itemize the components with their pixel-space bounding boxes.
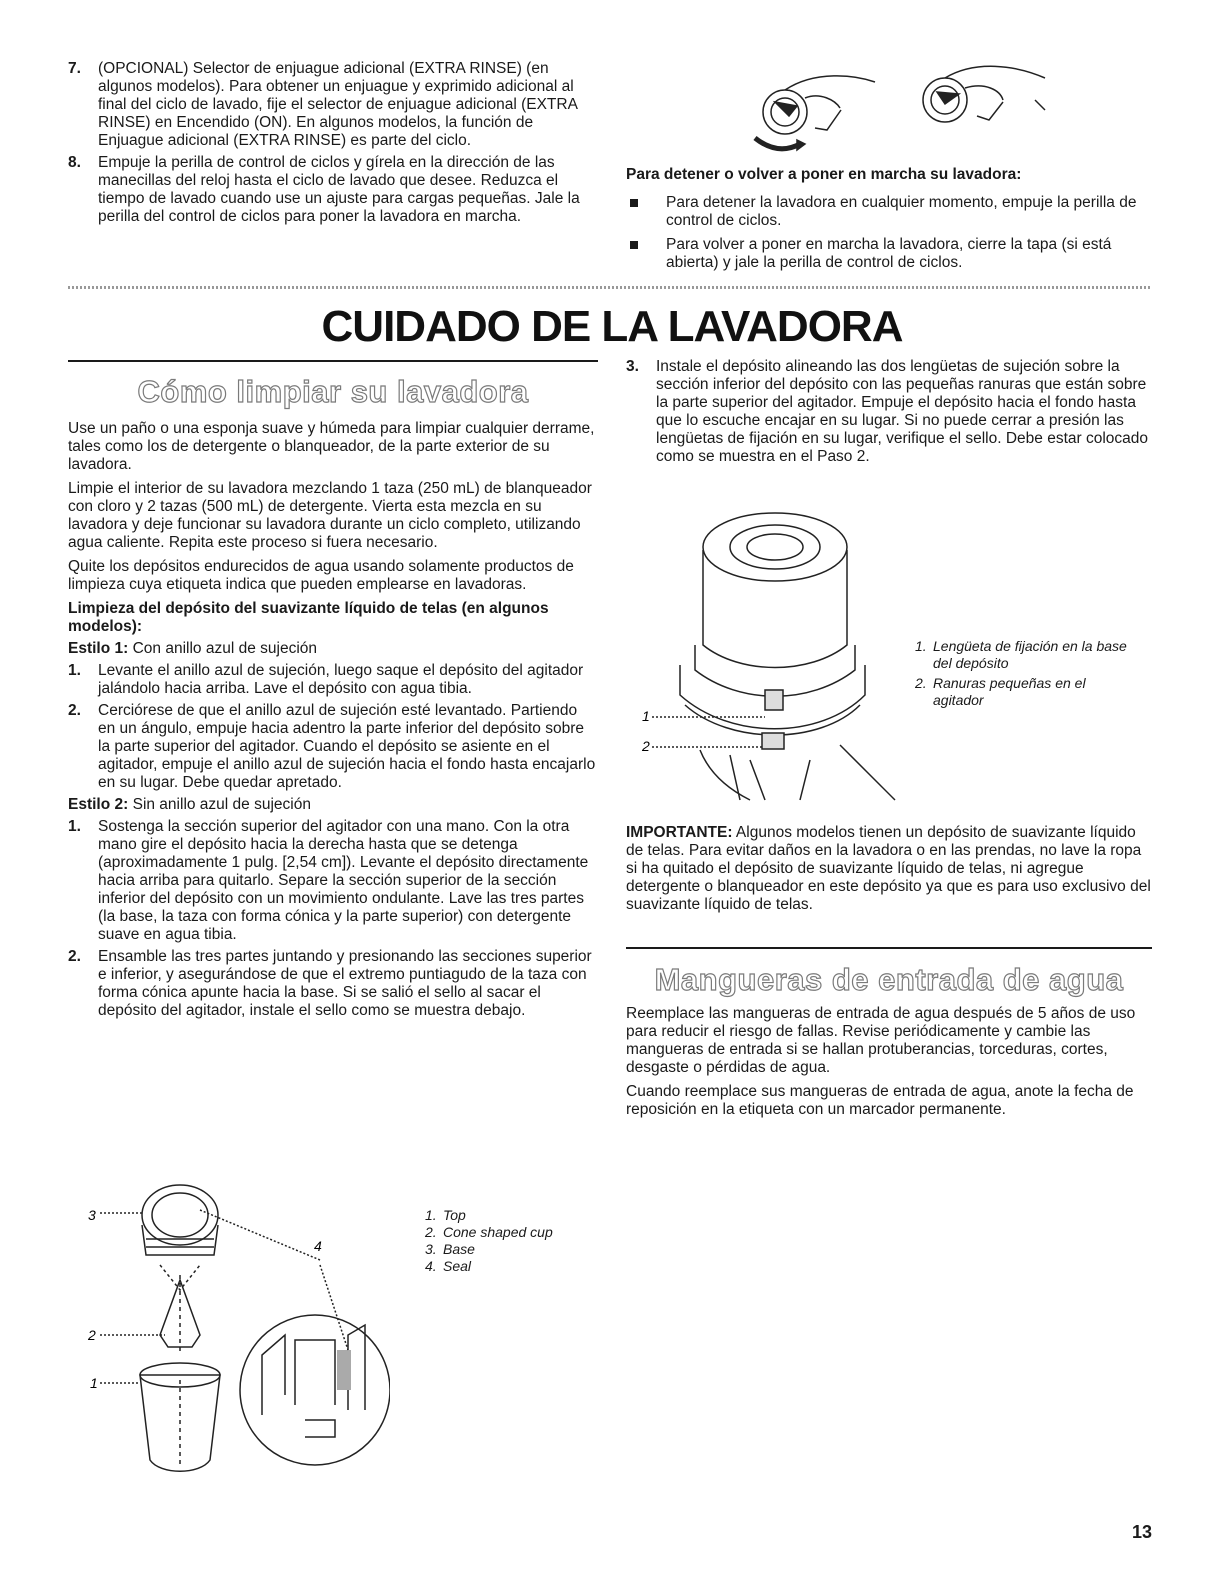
cleaning-p3: Quite los depósitos endurecidos de agua usando solamente productos de limpieza cuya etiqueta indica que pueden emplearse en lavadoras. xyxy=(68,558,574,593)
cleaning-section xyxy=(68,420,598,1024)
stop-heading: Para detener o volver a poner en marcha su lavadora: xyxy=(626,166,1022,183)
cleaning-p2: Limpie el interior de su lavadora mezclando 1 taza (250 mL) de blanqueador con cloro y 2 tazas (500 mL) de detergente. Vierta esta mezcla en su lavadora y deje funcionar su lavadora durante un ciclo completo, utilizando agua caliente. Repita este proceso si fuera necesario. xyxy=(68,480,592,551)
right-rule xyxy=(626,947,1152,949)
important-note xyxy=(626,824,1151,920)
style1-step-2: 2. Cerciórese de que el anillo azul de sujeción esté levantado. Partiendo en un ángulo, empuje hacia adentro la parte inferior del depósito sobre la parte superior del agitador. Cuando el depósito se asiente en el agitador, empuje el anillo azul de sujeción hacia el fondo hasta encajarlo en su lugar. Debe quedar apretado. xyxy=(68,702,596,791)
restart-bullet: Para volver a poner en marcha la lavadora, cierre la tapa (si está abierta) y jale la perilla de control de ciclos. xyxy=(626,236,1146,272)
style1-step-1: 1. Levante el anillo azul de sujeción, luego saque el depósito del agitador jalándolo hacia arriba. Lave el depósito con agua tibia. xyxy=(68,662,584,697)
install-step-3: 3. Instale el depósito alineando las dos lengüetas de sujeción sobre la sección inferior del depósito con las pequeñas ranuras que están sobre la parte superior del agitador. Empuje el depósito hacia el fondo hasta que lo escuche encajar en su lugar. Si no puede cerrar a presión las lengüetas de fijación en su lugar, verifique el sello. Debe estar colocado como se muestra en el Paso 2. xyxy=(626,358,1149,465)
stop-bullet: Para detener la lavadora en cualquier momento, empuje la perilla de control de ciclos. xyxy=(626,194,1146,230)
hoses-p2: Cuando reemplace sus mangueras de entrada de agua, anote la fecha de reposición en la etiqueta con un marcador permanente. xyxy=(626,1083,1134,1118)
callout-3: 3 xyxy=(88,1207,96,1223)
step-8: 8. Empuje la perilla de control de ciclos y gírela en la dirección de las manecillas del reloj hasta el ciclo de lavado que desee. Reduzca el tiempo de lavado cuando use un ajuste para cargas pequeñas. Jale la perilla del control de ciclos para poner la lavadora en marcha. xyxy=(68,154,580,225)
hoses-p1: Reemplace las mangueras de entrada de agua después de 5 años de uso para reducir el riesgo de fallas. Revise periódicamente y cambie las mangueras de entrada si se hallan protuberancias, torceduras, cortes, desgaste o pérdidas de agua. xyxy=(626,1005,1136,1076)
callout-1: 1 xyxy=(642,708,650,724)
hoses-title: Mangueras de entrada de agua xyxy=(654,962,1124,997)
caption-item: 2. Ranuras pequeñas en el agitador xyxy=(915,675,1086,708)
important-text: Algunos modelos tienen un depósito de suavizante líquido de telas. Para evitar daños en la lavadora o en las prendas, no lave la ropa si ha quitado el depósito de suavizante líquido de telas, ni agregue detergente o blanqueador en este depósito ya que es para uso exclusivo del suavizante líquido de telas. xyxy=(626,824,1151,913)
stop-restart-block xyxy=(626,166,1146,278)
parts-caption xyxy=(425,1207,605,1275)
cleaning-p1: Use un paño o una esponja suave y húmeda para limpiar cualquier derrame, tales como los de detergente o blanqueador, de la parte exterior de su lavadora. xyxy=(68,420,595,473)
pull-knob-icon xyxy=(923,66,1045,122)
hoses-section xyxy=(626,1005,1151,1125)
dispenser-parts-figure xyxy=(80,1175,390,1495)
caption-item: 2. Cone shaped cup xyxy=(425,1224,553,1240)
step-3-block xyxy=(626,358,1151,470)
install-caption xyxy=(915,638,1135,709)
style2-line: Estilo 2: Sin anillo azul de sujeción xyxy=(68,796,311,813)
style2-step-1: 1. Sostenga la sección superior del agitador con una mano. Con la otra mano gire el depósito hacia la derecha hasta que se detenga (aproximadamente 1 pulg. [2,54 cm]). Levante el depósito directamente hacia arriba para quitarlo. Separe la sección superior de la sección inferior del depósito con un movimiento ondulante. Lave las tres partes (la base, la taza con forma cónica y la parte superior) con detergente suave en agua tibia. xyxy=(68,818,589,943)
step-7: 7. (OPCIONAL) Selector de enjuague adicional (EXTRA RINSE) (en algunos modelos). Para obtener un enjuague y exprimido adicional al final del ciclo de lavado, fije el selector de enjuague adicional (EXTRA RINSE) en Encendido (ON). En algunos modelos, la función de Enjuague adicional (EXTRA RINSE) es parte del ciclo. xyxy=(68,60,578,149)
main-title: CUIDADO DE LA LAVADORA xyxy=(321,302,903,351)
callout-1: 1 xyxy=(90,1375,98,1391)
left-rule xyxy=(68,360,598,362)
callout-4: 4 xyxy=(314,1238,322,1254)
caption-item: 3. Base xyxy=(425,1241,475,1257)
dispenser-subheading: Limpieza del depósito del suavizante líquido de telas (en algunos modelos): xyxy=(68,600,549,635)
callout-2: 2 xyxy=(88,1327,96,1343)
callout-2: 2 xyxy=(642,738,650,754)
install-figure xyxy=(640,505,910,805)
divider xyxy=(68,286,1152,289)
cleaning-title: Cómo limpiar su lavadora xyxy=(137,374,529,409)
caption-item: 1. Lengüeta de fijación en la base del depósito xyxy=(915,638,1127,671)
push-knob-icon xyxy=(755,76,875,150)
top-steps xyxy=(68,60,590,230)
knob-illustration xyxy=(745,60,1065,160)
caption-item: 1. Top xyxy=(425,1207,466,1223)
page-number: 13 xyxy=(1131,1522,1152,1542)
style1-line: Estilo 1: Con anillo azul de sujeción xyxy=(68,640,317,657)
important-label: IMPORTANTE: xyxy=(626,824,733,841)
style2-step-2: 2. Ensamble las tres partes juntando y presionando las secciones superior e inferior, y asegurándose de que el extremo puntiagudo de la taza con forma cónica apunte hacia la base. Si se salió el sello al sacar el depósito del agitador, instale el sello como se muestra debajo. xyxy=(68,948,592,1019)
caption-item: 4. Seal xyxy=(425,1258,472,1274)
